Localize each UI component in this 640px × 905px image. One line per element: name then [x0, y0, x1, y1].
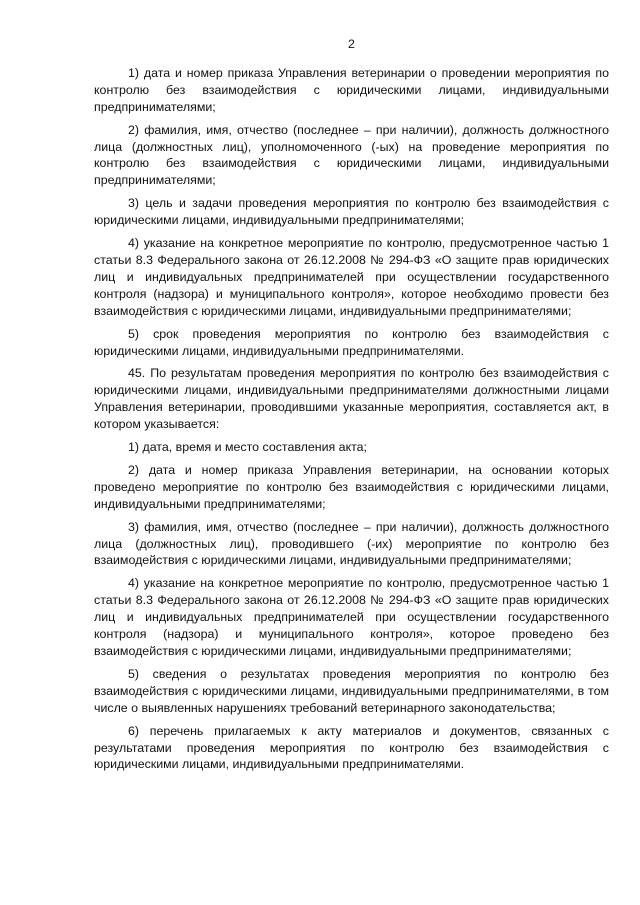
paragraph-45-6: 6) перечень прилагаемых к акту материалов и документов, связанных с результатами проведения мероприятия по контролю без взаимодействия с юридическими лицами, индивидуальными предпринимателями. [94, 723, 609, 772]
paragraph-5: 5) срок проведения мероприятия по контролю без взаимодействия с юридическими лицами, индивидуальными предпринимателями. [94, 326, 609, 358]
paragraph-45-1: 1) дата, время и место составления акта; [128, 440, 367, 455]
paragraph-45-5: 5) сведения о результатах проведения мероприятия по контролю без взаимодействия с юридическими лицами, индивидуальными предпринимателями, в том числе о выявленных нарушениях требований ветеринарного законодательства; [94, 666, 609, 715]
page-number: 2 [348, 37, 355, 51]
paragraph-45-3: 3) фамилия, имя, отчество (последнее – при наличии), должность должностного лица (должностных лиц), проводившего (-их) мероприятие по контролю без взаимодействия с юридическими лицами, индивидуальными предпринимателями; [94, 519, 609, 568]
paragraph-3: 3) цель и задачи проведения мероприятия по контролю без взаимодействия с юридическими лицами, индивидуальными предпринимателями; [94, 196, 609, 228]
paragraph-2: 2) фамилия, имя, отчество (последнее – при наличии), должность должностного лица (должностных лиц), уполномоченного (-ых) на проведение мероприятия по контролю без взаимодействия с юридическими лицами, индивидуальными предпринимателями; [94, 122, 609, 188]
paragraph-1: 1) дата и номер приказа Управления ветеринарии о проведении мероприятия по контролю без взаимодействия с юридическими лицами, индивидуальными предпринимателями; [94, 65, 609, 114]
paragraph-45-4: 4) указание на конкретное мероприятие по контролю, предусмотренное частью 1 статьи 8.3 Федерального закона от 26.12.2008 № 294-ФЗ «О защите прав юридических лиц и индивидуальных предпринимателей при осуществлении государственного контроля (надзора) и муниципального контроля», которое проведено без взаимодействия с юридическими лицами, индивидуальными предпринимателями; [94, 576, 609, 658]
paragraph-45-2: 2) дата и номер приказа Управления ветеринарии, на основании которых проведено мероприятие по контролю без взаимодействия с юридическими лицами, индивидуальными предпринимателями; [94, 462, 609, 511]
paragraph-4: 4) указание на конкретное мероприятие по контролю, предусмотренное частью 1 статьи 8.3 Федерального закона от 26.12.2008 № 294-ФЗ «О защите прав юридических лиц и индивидуальных предпринимателей при осуществлении государственного контроля (надзора) и муниципального контроля», которое необходимо провести без взаимодействия с юридическими лицами, индивидуальными предпринимателями; [94, 236, 609, 318]
paragraph-45: 45. По результатам проведения мероприятия по контролю без взаимодействия с юридическими лицами, индивидуальными предпринимателями должностными лицами Управления ветеринарии, проводившими указанные мероприятия, составляется акт, в котором указывается: [94, 366, 609, 432]
